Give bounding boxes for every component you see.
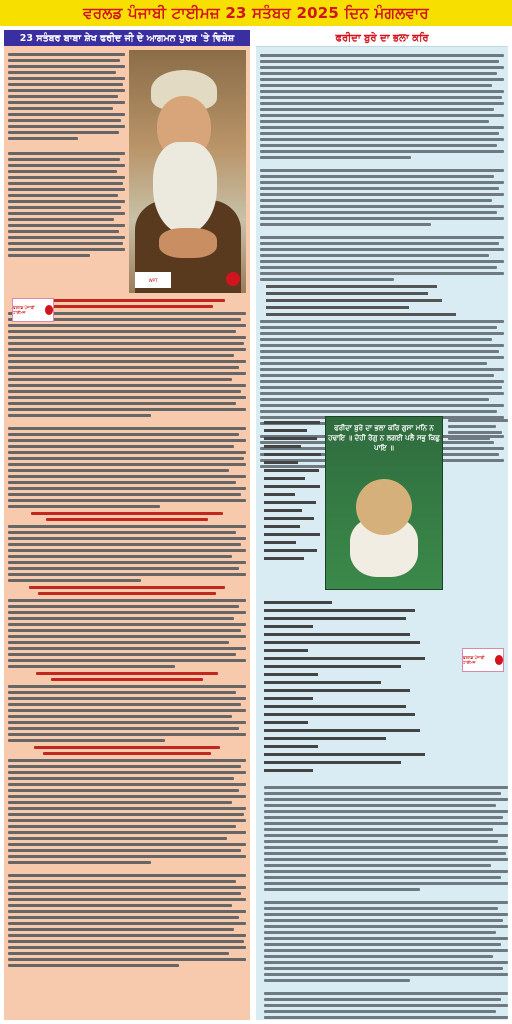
right-body-1 xyxy=(256,47,508,281)
right-side-list xyxy=(260,416,330,565)
left-body-3 xyxy=(4,599,250,668)
farid-poster xyxy=(325,416,443,590)
left-intro-text xyxy=(8,50,125,293)
poster-verse: ਫਰੀਦਾ ਬੁਰੇ ਦਾ ਭਲਾ ਕਰਿ ਗੁਸਾ ਮਨਿ ਨ ਹਢਾਇ ॥ ਦੇਹੀ ਰੋਗੁ ਨ ਲਗਈ ਪਲੈ ਸਭੁ ਕਿਛੁ ਪਾਇ ॥ xyxy=(328,424,440,452)
left-body-4 xyxy=(4,685,250,742)
left-article xyxy=(4,30,250,1020)
left-headline: 23 ਸਤੰਬਰ ਬਾਬਾ ਸ਼ੇਖ ਫਰੀਦ ਜੀ ਦੇ ਆਗਮਨ ਪੁਰਬ 'ਤੇ ਵਿਸ਼ੇਸ਼ xyxy=(19,32,235,44)
left-body-2 xyxy=(4,525,250,582)
left-quote-5 xyxy=(4,746,250,755)
right-list xyxy=(256,285,508,316)
right-headline-bar xyxy=(256,30,508,47)
left-quote-4 xyxy=(4,672,250,681)
right-headline: ਫਰੀਦਾ ਬੁਰੇ ਦਾ ਭਲਾ ਕਰਿ xyxy=(335,32,429,44)
masthead-title: ਵਰਲਡ ਪੰਜਾਬੀ ਟਾਈਮਜ਼ 23 ਸਤੰਬਰ 2025 ਦਿਨ ਮੰਗਲਵਾਰ xyxy=(83,4,429,22)
right-stamp: ਵਰਲਡ ਪੰਜਾਬੀ ਟਾਈਮਜ਼ xyxy=(462,648,504,672)
masthead xyxy=(0,0,512,26)
right-side-list-2 xyxy=(444,416,508,443)
right-article xyxy=(256,30,508,1020)
baba-farid-portrait xyxy=(129,50,246,293)
newspaper-logo: WPT xyxy=(135,272,171,288)
left-quote-3 xyxy=(4,586,250,595)
left-body-5 xyxy=(4,759,250,967)
left-intro xyxy=(4,46,250,295)
left-quote-2 xyxy=(4,512,250,521)
left-stamp: ਵਰਲਡ ਪੰਜਾਬੀ ਟਾਈਮਜ਼ xyxy=(12,298,54,322)
left-body-1 xyxy=(4,312,250,508)
left-headline-bar xyxy=(4,30,250,46)
stamp-icon xyxy=(226,272,240,286)
